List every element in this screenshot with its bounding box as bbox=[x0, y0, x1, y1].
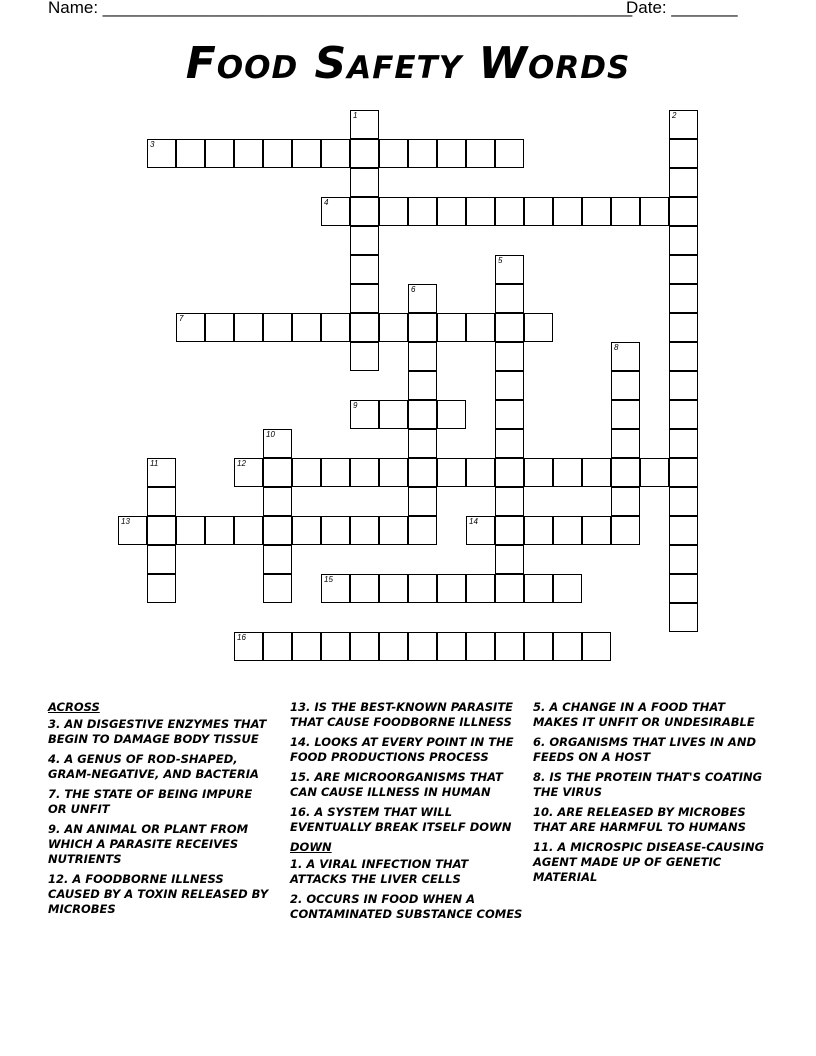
clue-number: 9 bbox=[353, 401, 358, 410]
date-field: Date: _______ bbox=[626, 0, 738, 17]
grid-cell[interactable] bbox=[263, 545, 292, 574]
grid-cell[interactable] bbox=[292, 516, 321, 545]
clue-down-5: 5. A CHANGE IN A FOOD THAT MAKES IT UNFIT OR UNDESIRABLE bbox=[533, 700, 755, 729]
grid-cell[interactable] bbox=[350, 110, 379, 139]
name-field: Name: ________________________________________________________ bbox=[48, 0, 633, 17]
clue-across-4: 4. A GENUS OF ROD-SHAPED, GRAM-NEGATIVE, AND BACTERIA bbox=[48, 752, 259, 781]
grid-cell[interactable] bbox=[321, 197, 350, 226]
grid-cell[interactable] bbox=[495, 197, 524, 226]
grid-cell[interactable] bbox=[176, 313, 205, 342]
grid-cell[interactable] bbox=[292, 632, 321, 661]
clue-number: 10 bbox=[266, 430, 275, 439]
grid-cell[interactable] bbox=[611, 400, 640, 429]
grid-cell[interactable] bbox=[350, 574, 379, 603]
across-heading: ACROSS bbox=[48, 700, 100, 714]
grid-cell[interactable] bbox=[466, 632, 495, 661]
grid-cell[interactable] bbox=[553, 458, 582, 487]
grid-cell[interactable] bbox=[437, 574, 466, 603]
clue-number: 16 bbox=[237, 633, 246, 642]
grid-cell[interactable] bbox=[263, 429, 292, 458]
grid-cell[interactable] bbox=[611, 371, 640, 400]
grid-cell[interactable] bbox=[118, 516, 147, 545]
grid-cell[interactable] bbox=[611, 487, 640, 516]
grid-cell[interactable] bbox=[553, 632, 582, 661]
clue-number: 8 bbox=[614, 343, 619, 352]
grid-cell[interactable] bbox=[524, 197, 553, 226]
clues-column-1 bbox=[48, 700, 273, 922]
clue-number: 15 bbox=[324, 575, 333, 584]
grid-cell[interactable] bbox=[669, 110, 698, 139]
grid-cell[interactable] bbox=[669, 168, 698, 197]
grid-cell[interactable] bbox=[176, 516, 205, 545]
grid-cell[interactable] bbox=[437, 458, 466, 487]
grid-cell[interactable] bbox=[263, 516, 292, 545]
grid-cell[interactable] bbox=[379, 458, 408, 487]
grid-cell[interactable] bbox=[640, 458, 669, 487]
grid-cell[interactable] bbox=[495, 632, 524, 661]
grid-cell[interactable] bbox=[669, 139, 698, 168]
grid-cell[interactable] bbox=[408, 371, 437, 400]
grid-cell[interactable] bbox=[234, 313, 263, 342]
grid-cell[interactable] bbox=[669, 226, 698, 255]
clue-number: 14 bbox=[469, 517, 478, 526]
grid-cell[interactable] bbox=[379, 400, 408, 429]
grid-cell[interactable] bbox=[350, 168, 379, 197]
grid-cell[interactable] bbox=[466, 516, 495, 545]
clue-number: 1 bbox=[353, 111, 358, 120]
grid-cell[interactable] bbox=[234, 632, 263, 661]
clue-number: 7 bbox=[179, 314, 184, 323]
grid-cell[interactable] bbox=[495, 284, 524, 313]
grid-cell[interactable] bbox=[379, 139, 408, 168]
grid-cell[interactable] bbox=[611, 342, 640, 371]
grid-cell[interactable] bbox=[408, 284, 437, 313]
grid-cell[interactable] bbox=[495, 458, 524, 487]
grid-cell[interactable] bbox=[147, 545, 176, 574]
grid-cell[interactable] bbox=[321, 574, 350, 603]
grid-cell[interactable] bbox=[350, 284, 379, 313]
grid-cell[interactable] bbox=[640, 197, 669, 226]
grid-cell[interactable] bbox=[611, 197, 640, 226]
grid-cell[interactable] bbox=[524, 632, 553, 661]
grid-cell[interactable] bbox=[582, 632, 611, 661]
grid-cell[interactable] bbox=[669, 574, 698, 603]
grid-cell[interactable] bbox=[350, 342, 379, 371]
clue-number: 4 bbox=[324, 198, 329, 207]
grid-cell[interactable] bbox=[234, 458, 263, 487]
grid-cell[interactable] bbox=[437, 400, 466, 429]
grid-cell[interactable] bbox=[263, 574, 292, 603]
clues-column-3 bbox=[533, 700, 773, 890]
grid-cell[interactable] bbox=[379, 516, 408, 545]
clue-down-11: 11. A MICROSPIC DISEASE-CAUSING AGENT MADE UP OF GENETIC MATERIAL bbox=[533, 840, 765, 884]
clue-number: 6 bbox=[411, 285, 416, 294]
grid-cell[interactable] bbox=[611, 458, 640, 487]
grid-cell[interactable] bbox=[408, 342, 437, 371]
clue-across-13: 13. IS THE BEST-KNOWN PARASITE THAT CAUSE FOODBORNE ILLNESS bbox=[290, 700, 514, 729]
grid-cell[interactable] bbox=[669, 197, 698, 226]
clue-number: 11 bbox=[150, 459, 159, 468]
grid-cell[interactable] bbox=[292, 458, 321, 487]
grid-cell[interactable] bbox=[582, 458, 611, 487]
grid-cell[interactable] bbox=[408, 197, 437, 226]
grid-cell[interactable] bbox=[379, 197, 408, 226]
grid-cell[interactable] bbox=[553, 516, 582, 545]
grid-cell[interactable] bbox=[263, 487, 292, 516]
grid-cell[interactable] bbox=[205, 516, 234, 545]
grid-cell[interactable] bbox=[437, 313, 466, 342]
grid-cell[interactable] bbox=[669, 603, 698, 632]
grid-cell[interactable] bbox=[524, 516, 553, 545]
grid-cell[interactable] bbox=[263, 458, 292, 487]
grid-cell[interactable] bbox=[408, 574, 437, 603]
grid-cell[interactable] bbox=[524, 313, 553, 342]
grid-cell[interactable] bbox=[350, 458, 379, 487]
grid-cell[interactable] bbox=[321, 632, 350, 661]
grid-cell[interactable] bbox=[524, 458, 553, 487]
clue-number: 3 bbox=[150, 140, 155, 149]
grid-cell[interactable] bbox=[350, 139, 379, 168]
grid-cell[interactable] bbox=[147, 574, 176, 603]
grid-cell[interactable] bbox=[147, 139, 176, 168]
grid-cell[interactable] bbox=[350, 313, 379, 342]
grid-cell[interactable] bbox=[466, 139, 495, 168]
grid-cell[interactable] bbox=[466, 458, 495, 487]
clue-down-6: 6. ORGANISMS THAT LIVES IN AND FEEDS ON A HOST bbox=[533, 735, 757, 764]
grid-cell[interactable] bbox=[669, 284, 698, 313]
grid-cell[interactable] bbox=[263, 313, 292, 342]
grid-cell[interactable] bbox=[553, 197, 582, 226]
grid-cell[interactable] bbox=[350, 632, 379, 661]
grid-cell[interactable] bbox=[321, 313, 350, 342]
grid-cell[interactable] bbox=[321, 458, 350, 487]
grid-cell[interactable] bbox=[437, 632, 466, 661]
clue-number: 12 bbox=[237, 459, 246, 468]
grid-cell[interactable] bbox=[611, 429, 640, 458]
grid-cell[interactable] bbox=[495, 429, 524, 458]
grid-cell[interactable] bbox=[263, 632, 292, 661]
grid-cell[interactable] bbox=[408, 487, 437, 516]
grid-cell[interactable] bbox=[495, 139, 524, 168]
grid-cell[interactable] bbox=[292, 139, 321, 168]
grid-cell[interactable] bbox=[205, 139, 234, 168]
grid-cell[interactable] bbox=[379, 574, 408, 603]
grid-cell[interactable] bbox=[466, 574, 495, 603]
grid-cell[interactable] bbox=[408, 429, 437, 458]
grid-cell[interactable] bbox=[582, 516, 611, 545]
grid-cell[interactable] bbox=[553, 574, 582, 603]
grid-cell[interactable] bbox=[408, 139, 437, 168]
grid-cell[interactable] bbox=[321, 139, 350, 168]
grid-cell[interactable] bbox=[379, 313, 408, 342]
clue-across-12: 12. A FOODBORNE ILLNESS CAUSED BY A TOXIN RELEASED BY MICROBES bbox=[48, 872, 269, 916]
grid-cell[interactable] bbox=[466, 313, 495, 342]
grid-cell[interactable] bbox=[495, 313, 524, 342]
clues-column-2 bbox=[290, 700, 525, 927]
grid-cell[interactable] bbox=[408, 632, 437, 661]
grid-cell[interactable] bbox=[408, 313, 437, 342]
clue-down-8: 8. IS THE PROTEIN THAT'S COATING THE VIRUS bbox=[533, 770, 763, 799]
grid-cell[interactable] bbox=[669, 545, 698, 574]
grid-cell[interactable] bbox=[495, 545, 524, 574]
grid-cell[interactable] bbox=[466, 197, 495, 226]
grid-cell[interactable] bbox=[669, 458, 698, 487]
grid-cell[interactable] bbox=[495, 487, 524, 516]
grid-cell[interactable] bbox=[669, 487, 698, 516]
grid-cell[interactable] bbox=[234, 139, 263, 168]
grid-cell[interactable] bbox=[147, 458, 176, 487]
clue-number: 13 bbox=[121, 517, 130, 526]
grid-cell[interactable] bbox=[321, 516, 350, 545]
grid-cell[interactable] bbox=[495, 400, 524, 429]
grid-cell[interactable] bbox=[495, 516, 524, 545]
grid-cell[interactable] bbox=[437, 139, 466, 168]
grid-cell[interactable] bbox=[408, 400, 437, 429]
clue-across-14: 14. LOOKS AT EVERY POINT IN THE FOOD PRODUCTIONS PROCESS bbox=[290, 735, 514, 764]
clue-across-3: 3. AN DISGESTIVE ENZYMES THAT BEGIN TO DAMAGE BODY TISSUE bbox=[48, 717, 267, 746]
page-title: Food Safety Words bbox=[185, 38, 631, 89]
grid-cell[interactable] bbox=[611, 516, 640, 545]
grid-cell[interactable] bbox=[408, 458, 437, 487]
grid-cell[interactable] bbox=[669, 371, 698, 400]
clue-down-2: 2. OCCURS IN FOOD WHEN A CONTAMINATED SUBSTANCE COMES bbox=[290, 892, 523, 921]
clue-number: 2 bbox=[672, 111, 677, 120]
clue-down-10: 10. ARE RELEASED BY MICROBES THAT ARE HARMFUL TO HUMANS bbox=[533, 805, 746, 834]
clue-down-1: 1. A VIRAL INFECTION THAT ATTACKS THE LIVER CELLS bbox=[290, 857, 469, 886]
grid-cell[interactable] bbox=[292, 313, 321, 342]
grid-cell[interactable] bbox=[234, 516, 263, 545]
grid-cell[interactable] bbox=[205, 313, 234, 342]
grid-cell[interactable] bbox=[582, 197, 611, 226]
grid-cell[interactable] bbox=[147, 516, 176, 545]
grid-cell[interactable] bbox=[263, 139, 292, 168]
grid-cell[interactable] bbox=[176, 139, 205, 168]
grid-cell[interactable] bbox=[350, 400, 379, 429]
grid-cell[interactable] bbox=[350, 255, 379, 284]
clue-across-15: 15. ARE MICROORGANISMS THAT CAN CAUSE ILLNESS IN HUMAN bbox=[290, 770, 503, 799]
grid-cell[interactable] bbox=[437, 197, 466, 226]
grid-cell[interactable] bbox=[495, 255, 524, 284]
clue-across-16: 16. A SYSTEM THAT WILL EVENTUALLY BREAK ITSELF DOWN bbox=[290, 805, 512, 834]
grid-cell[interactable] bbox=[350, 197, 379, 226]
grid-cell[interactable] bbox=[495, 574, 524, 603]
grid-cell[interactable] bbox=[379, 632, 408, 661]
grid-cell[interactable] bbox=[669, 313, 698, 342]
grid-cell[interactable] bbox=[669, 342, 698, 371]
clue-number: 5 bbox=[498, 256, 503, 265]
clue-across-9: 9. AN ANIMAL OR PLANT FROM WHICH A PARASITE RECEIVES NUTRIENTS bbox=[48, 822, 249, 866]
grid-cell[interactable] bbox=[408, 516, 437, 545]
grid-cell[interactable] bbox=[350, 226, 379, 255]
grid-cell[interactable] bbox=[669, 429, 698, 458]
grid-cell[interactable] bbox=[350, 516, 379, 545]
grid-cell[interactable] bbox=[524, 574, 553, 603]
grid-cell[interactable] bbox=[495, 342, 524, 371]
grid-cell[interactable] bbox=[669, 400, 698, 429]
grid-cell[interactable] bbox=[147, 487, 176, 516]
clue-across-7: 7. THE STATE OF BEING IMPURE OR UNFIT bbox=[48, 787, 253, 816]
grid-cell[interactable] bbox=[495, 371, 524, 400]
grid-cell[interactable] bbox=[669, 516, 698, 545]
down-heading: DOWN bbox=[290, 840, 332, 854]
grid-cell[interactable] bbox=[669, 255, 698, 284]
